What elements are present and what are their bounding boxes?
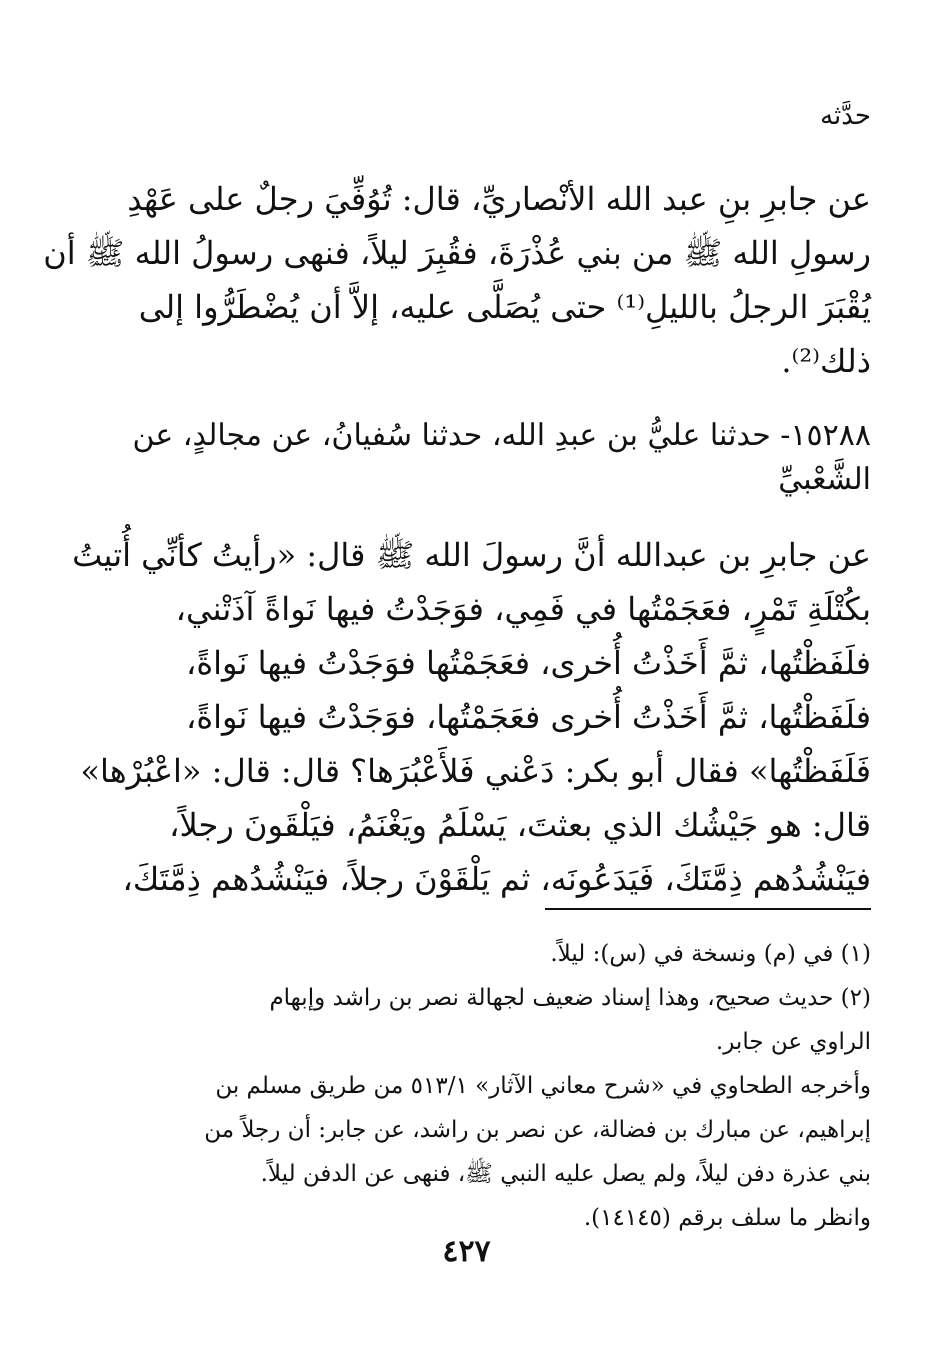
text-line: فلَفَظْتُها، ثمَّ أَخَذْتُ أُخرى فعَجَمْتُها، فوَجَدْتُ فيها نَواةً، [186,698,871,736]
footnote-2 [159,976,871,1064]
page-number: ٤٢٧ [442,1234,491,1269]
footnote-line: وانظر ما سلف برقم (١٤١٤٥). [583,1205,871,1231]
text-line: فيَنْشُدُهم ذِمَّتَكَ، فَيَدَعُونَه، ثم يَلْقَوْنَ رجلاً، فيَنْشُدُهم ذِمَّتَكَ، [122,860,871,898]
footnote-line: (٢) حديث صحيح، وهذا إسناد ضعيف لجهالة نصر بن راشد وإبهام [269,985,871,1011]
text-line: رسولِ الله ﷺ من بني عُذْرَةَ، فقُبِرَ ليلاً، فنهى رسولُ الله ﷺ أن [43,234,871,272]
text-line: عن جابرِ بنِ عبد الله الأنْصاريِّ، قال: تُوُفِّيَ رجلٌ على عَهْدِ [127,180,871,218]
running-header: حدَّثه [820,101,871,131]
text-line: فلَفَظْتُها، ثمَّ أَخَذْتُ أُخرى، فعَجَمْتُها فوَجَدْتُ فيها نَواةً، [186,644,871,682]
text-line: يُقْبَرَ الرجلُ بالليلِ⁽¹⁾ حتى يُصَلَّى عليه، إلاَّ أن يُضْطَرُّوا إلى [138,288,871,326]
footnote-line: بني عذرة دفن ليلاً، ولم يصل عليه النبي ﷺ، فنهى عن الدفن ليلاً. [260,1161,871,1187]
hadith-text-paragraph-1 [43,172,871,388]
footnote-line: الراوي عن جابر. [715,1029,871,1055]
text-line: ١٥٢٨٨- حدثنا عليُّ بن عبدِ الله، حدثنا سُفيانُ، عن مجالدٍ، عن [132,418,871,453]
hadith-isnad-15288 [132,414,871,502]
text-line: عن جابرِ بن عبدالله أنَّ رسولَ الله ﷺ قال: «رأيتُ كأنِّي أُتيتُ [72,536,871,574]
text-line: الشَّعْبيِّ [778,462,871,497]
footnote-line: (١) في (م) ونسخة في (س): ليلاً. [550,941,871,967]
hadith-text-paragraph-3 [72,528,871,906]
text-line: فَلَفَظْتُها» فقال أبو بكر: دَعْني فَلأَعْبُرَها؟ قال: قال: «اعْبُرْها» [80,752,871,790]
text-line: ذلك⁽²⁾. [781,342,871,380]
footnote-2-continuation [159,1064,871,1196]
text-line: بكُتْلَةِ تَمْرٍ، فعَجَمْتُها في فَمِي، فوَجَدْتُ فيها نَواةً آذَتْني، [175,590,871,628]
footnote-separator [545,908,871,910]
text-line: قال: هو جَيْشُك الذي بعثتَ، يَسْلَمُ ويَغْنَمُ، فيَلْقَونَ رجلاً، [169,806,871,844]
footnote-line: إبراهيم، عن مبارك بن فضالة، عن نصر بن راشد، عن جابر: أن رجلاً من [204,1117,871,1143]
footnote-1 [159,932,871,976]
footnote-line: وأخرجه الطحاوي في «شرح معاني الآثار» ٥١٣/١ من طريق مسلم بن [215,1073,871,1099]
